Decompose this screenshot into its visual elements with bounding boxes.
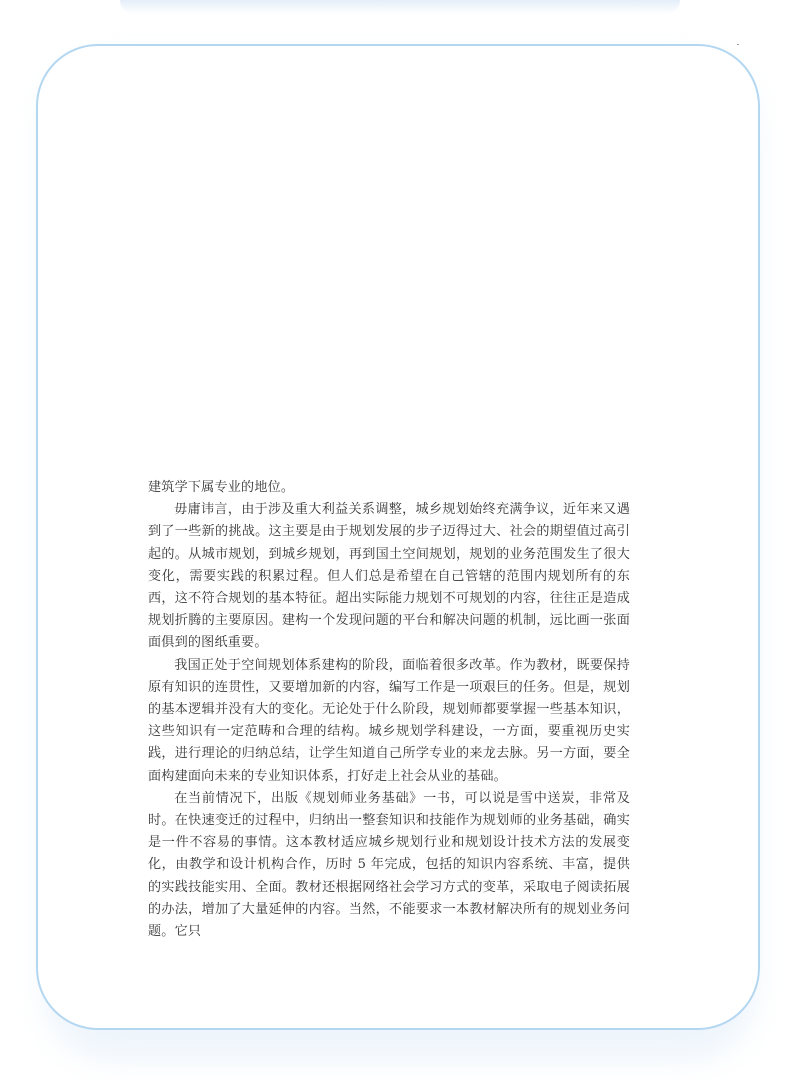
paragraph-reform: 我国正处于空间规划体系建构的阶段，面临着很多改革。作为教材，既要保持原有知识的连贯性，又要增加新的内容，编写工作是一项艰巨的任务。但是，规划的基本逻辑并没有大的变化。无论处于什么阶段，规划师都要掌握一些基本知识，这些知识有一定范畴和合理的结构。城乡规划学科建设，一方面，要重视历史实践，进行理论的归纳总结，让学生知道自己所学专业的来龙去脉。另一方面，要全面构建面向未来的专业知识体系，打好走上社会从业的基础。 bbox=[148, 657, 630, 784]
top-edge-glow bbox=[120, 0, 680, 14]
paragraph-publication: 在当前情况下，出版《规划师业务基础》一书，可以说是雪中送炭，非常及时。在快速变迁的过程中，归纳出一整套知识和技能作为规划师的业务基础，确实是一件不容易的事情。这本教材适应城乡规划行业和规划设计技术方法的发展变化，由教学和设计机构合作，历时 5 年完成，包括的知识内容系统、丰富，提供的实践技能实用、全面。教材还根据网络社会学习方式的变革，采取电子阅读拓展的办法，增加了大量延伸的内容。当然，不能要求一本教材解决所有的规划业务问题。它只 bbox=[148, 790, 630, 940]
corner-mark bbox=[737, 44, 739, 45]
document-body bbox=[148, 477, 630, 943]
paragraph-continued: 建筑学下属专业的地位。 bbox=[148, 480, 295, 495]
paragraph-controversy: 毋庸讳言，由于涉及重大利益关系调整，城乡规划始终充满争议，近年来又遇到了一些新的挑战。这主要是由于规划发展的步子迈得过大、社会的期望值过高引起的。从城市规划，到城乡规划，再到国土空间规划，规划的业务范围发生了很大变化，需要实践的积累过程。但人们总是希望在自己管辖的范围内规划所有的东西，这不符合规划的基本特征。超出实际能力规划不可规划的内容，往往正是造成规划折腾的主要原因。建构一个发现问题的平台和解决问题的机制，远比画一张面面俱到的图纸重要。 bbox=[148, 502, 630, 651]
